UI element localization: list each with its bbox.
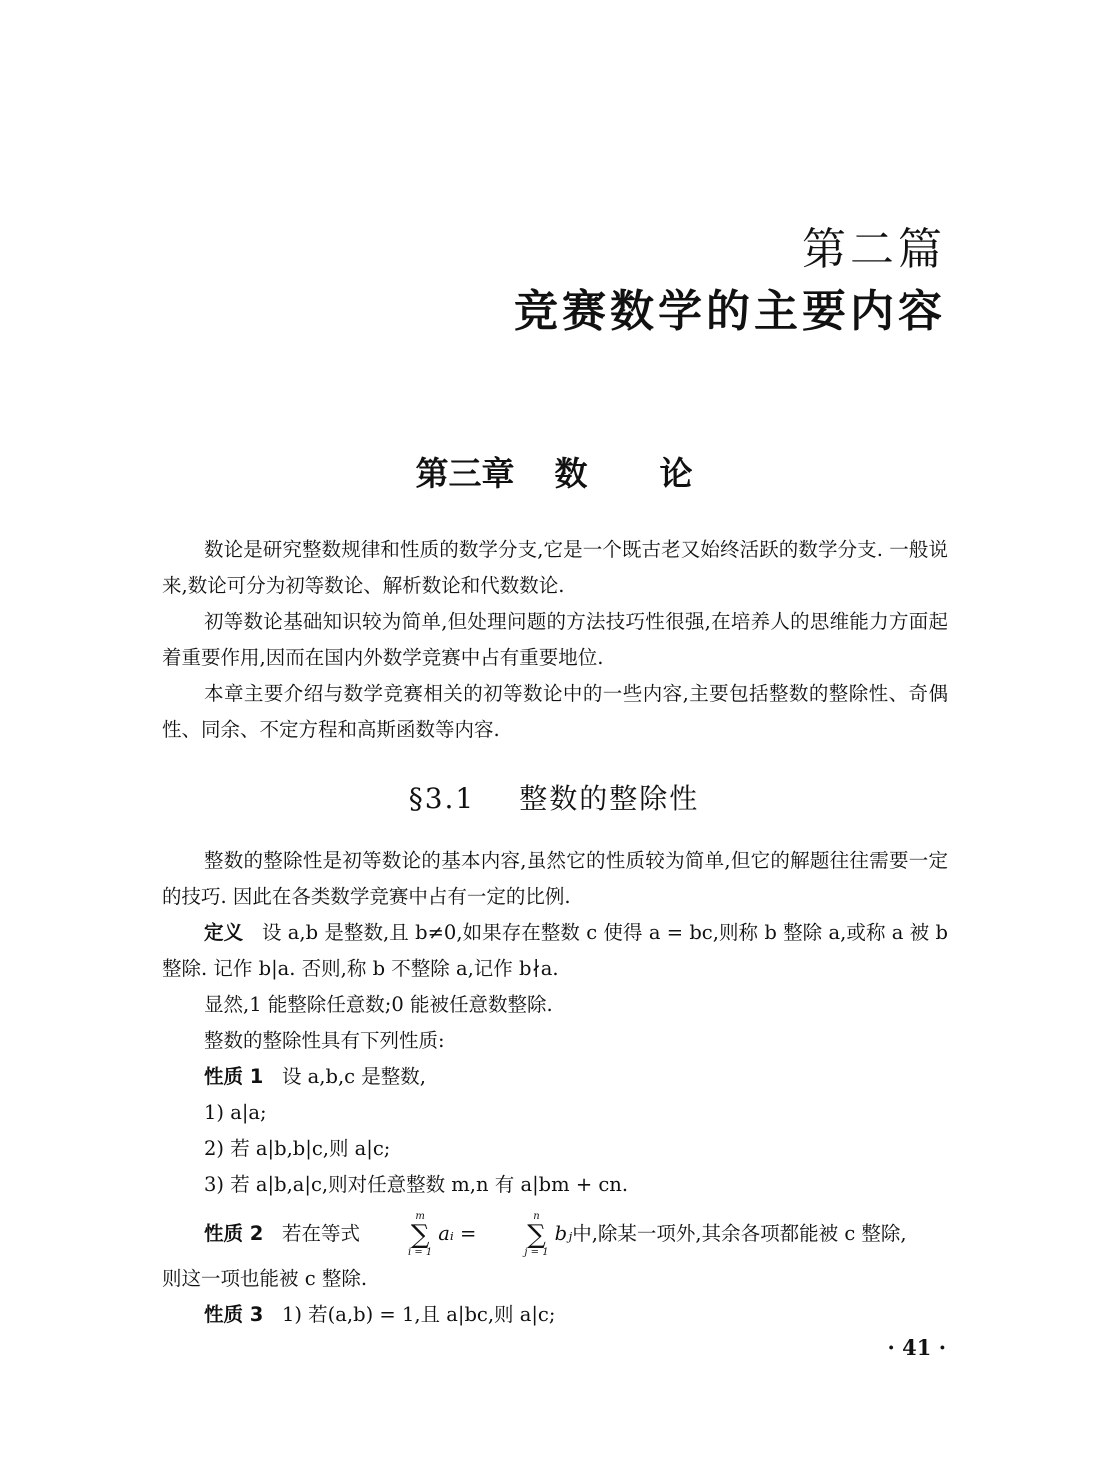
- section-heading: [0, 777, 1108, 817]
- sum-1-term: aᵢ =: [438, 1222, 477, 1245]
- property-3-text: 1) 若(a,b) = 1,且 a|bc,则 a|c;: [281, 1303, 556, 1326]
- sum-2-term: bⱼ: [554, 1222, 573, 1245]
- definition-text: 设 a,b 是整数,且 b≠0,如果存在整数 c 使得 a = bc,则称 b 整除 a,或称 a 被 b 整除. 记作 b|a. 否则,称 b 不整除 a,记作 b∤a.: [162, 921, 948, 980]
- sigma-icon: ∑: [410, 1219, 430, 1250]
- chapter-number: 第三章: [415, 454, 515, 493]
- property-1-text: 设 a,b,c 是整数,: [281, 1065, 426, 1088]
- body-paragraph-1: 整数的整除性是初等数论的基本内容,虽然它的性质较为简单,但它的解题往往需要一定的技巧. 因此在各类数学竞赛中占有一定的比例.: [162, 849, 948, 908]
- chapter-title-1: 数: [554, 454, 588, 493]
- obvious-note: 显然,1 能整除任意数;0 能被任意数整除.: [204, 993, 553, 1016]
- property-2-pre: 若在等式: [281, 1222, 360, 1245]
- chapter-title-2: 论: [659, 454, 693, 493]
- property-2-post: 中,除某一项外,其余各项都能被 c 整除,: [572, 1222, 907, 1245]
- property-2: [162, 1207, 948, 1261]
- sum-1: [366, 1212, 432, 1258]
- part-title: 竞赛数学的主要内容: [514, 286, 946, 337]
- definition-label: 定义: [204, 921, 244, 944]
- sum-2-upper: n: [533, 1210, 540, 1222]
- property-1: [162, 1059, 948, 1095]
- chapter-intro: [162, 532, 948, 748]
- sum-1-lower: i = 1: [407, 1246, 433, 1258]
- definition: [162, 915, 948, 987]
- sum-2-lower: j = 1: [524, 1246, 549, 1258]
- section-title: 整数的整除性: [519, 782, 700, 815]
- property-1-item-1: 1) a|a;: [204, 1101, 267, 1124]
- property-3: [162, 1297, 948, 1333]
- section-body: [162, 843, 948, 1333]
- section-number: §3.1: [408, 782, 476, 815]
- part-label: 第二篇: [802, 224, 946, 275]
- intro-paragraph-3: 本章主要介绍与数学竞赛相关的初等数论中的一些内容,主要包括整数的整除性、奇偶性、同余、不定方程和高斯函数等内容.: [162, 682, 948, 741]
- property-1-item-3: 3) 若 a|b,a|c,则对任意整数 m,n 有 a|bm + cn.: [204, 1173, 629, 1196]
- chapter-heading: [0, 448, 1108, 495]
- property-2-label: 性质 2: [204, 1222, 264, 1245]
- intro-paragraph-1: 数论是研究整数规律和性质的数学分支,它是一个既古老又始终活跃的数学分支. 一般说来,数论可分为初等数论、解析数论和代数数论.: [162, 538, 948, 597]
- property-1-label: 性质 1: [204, 1065, 264, 1088]
- property-3-label: 性质 3: [204, 1303, 264, 1326]
- sigma-icon: ∑: [527, 1219, 546, 1250]
- sum-1-upper: m: [415, 1210, 425, 1222]
- property-2-line-2: 则这一项也能被 c 整除.: [162, 1267, 368, 1290]
- property-1-item-2: 2) 若 a|b,b|c,则 a|c;: [204, 1137, 391, 1160]
- properties-intro: 整数的整除性具有下列性质:: [204, 1029, 445, 1052]
- sum-2: [482, 1212, 548, 1258]
- page-number: · 41 ·: [887, 1335, 946, 1360]
- intro-paragraph-2: 初等数论基础知识较为简单,但处理问题的方法技巧性很强,在培养人的思维能力方面起着重要作用,因而在国内外数学竞赛中占有重要地位.: [162, 610, 948, 669]
